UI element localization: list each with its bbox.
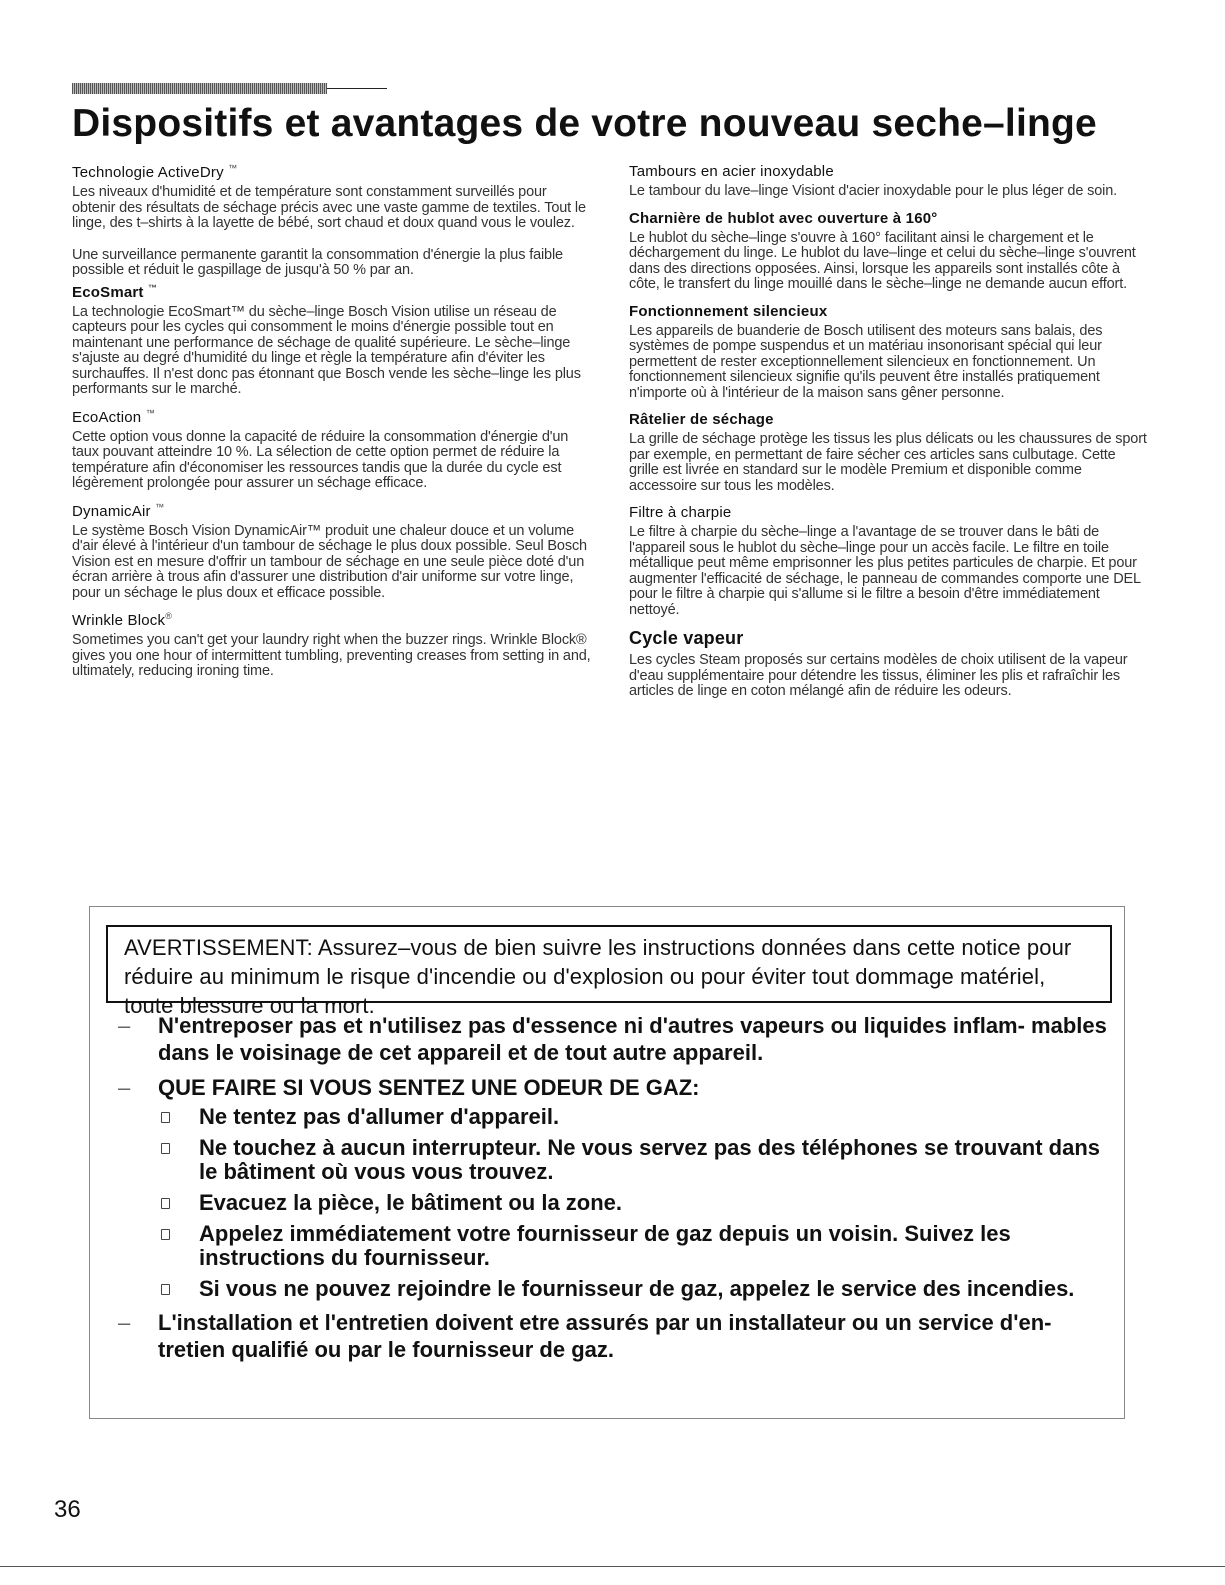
section-charniere xyxy=(629,210,1149,293)
section-text: Sometimes you can't get your laundry right when the buzzer rings. Wrinkle Block® gives you one hour of intermittent tumbling, preventing creases from setting in and, ultimately, reducing ironing time. xyxy=(72,632,591,679)
gas-steps-list xyxy=(158,1105,1108,1301)
section-heading: Râtelier de séchage xyxy=(629,411,774,428)
section-text: Le tambour du lave–linge Visiont d'acier inoxydable pour le plus léger de soin. xyxy=(629,183,1117,199)
page-title: Dispositifs et avantages de votre nouveau seche–linge xyxy=(72,102,1097,145)
section-text: La grille de séchage protège les tissus les plus délicats ou les chaussures de sport par exemple, en permettant de faire sécher ces articles sans culbutage. Cette grille est livrée en standard sur le modèle Premium et disponible comme accessoire sur tous les modèles. xyxy=(629,431,1147,494)
header-rule-line xyxy=(327,88,387,89)
section-heading: Tambours en acier inoxydable xyxy=(629,163,834,180)
section-text: Une surveillance permanente garantit la consommation d'énergie la plus faible possible et réduit le gaspillage de jusqu'à 50 % par an. xyxy=(72,246,563,278)
section-text: Le système Bosch Vision DynamicAir™ produit une chaleur douce et un volume d'air élevé à l'intérieur d'un tambour de séchage le plus doux possible. Seul Bosch Vision est en mesure d'offrir un tambour de séchage en une seule pièce doté d'un écran arrière à trous afin d'assurer une distribution d'air uniforme sur votre linge, pour un séchage le plus doux et efficace possible. xyxy=(72,522,587,601)
section-wrinkleblock xyxy=(72,611,592,680)
section-text: Les appareils de buanderie de Bosch utilisent des moteurs sans balais, des systèmes de pompe suspendus et un matériau insonorisant spécial qui leur permettent de rester exceptionnellement silencieux en fonctionnement. Un fonctionnement silencieux signifie qu'ils peuvent être installés pratiquement n'importe où à l'intérieur de la maison sans gêner personne. xyxy=(629,322,1103,401)
bottom-rule xyxy=(0,1566,1225,1567)
gas-step-item: Ne touchez à aucun interrupteur. Ne vous servez pas des téléphones se trouvant dans le bâtiment où vous vous trouvez. xyxy=(158,1136,1108,1184)
section-text: Le filtre à charpie du sèche–linge a l'avantage de se trouver dans le bâti de l'appareil sous le hublot du sèche–linge pour un accès facile. Le filtre en toile métallique peut même emprisonner les plus petites particules de charpie. Et pour augmenter l'efficacité de séchage, le panneau de commandes comporte une DEL pour le filtre à charpie qui s'allume si le filtre a besoin d'être immédiatement nettoyé. xyxy=(629,524,1141,618)
section-heading: Fonctionnement silencieux xyxy=(629,302,828,320)
section-heading: Cycle vapeur xyxy=(629,628,744,648)
section-heading: Charnière de hublot avec ouverture à 160° xyxy=(629,209,938,227)
section-tambours xyxy=(629,163,1149,200)
warning-text: AVERTISSEMENT: Assurez–vous de bien suivre les instructions données dans cette notice pour réduire au minimum le risque d'incendie ou d'explosion ou pour éviter tout dommage matériel, toute blessure ou la mort. xyxy=(124,935,1072,1018)
section-text: Le hublot du sèche–linge s'ouvre à 160° facilitant ainsi le chargement et le déchargement du linge. Le hublot du lave–linge et celui du sèche–linge s'ouvrent dans des directions opposées. Ainsi, lorsque les appareils sont installés côte à côte, le transfert du linge mouillé dans le sèche–linge ne demande aucun effort. xyxy=(629,229,1136,292)
warning-item xyxy=(118,1012,1108,1066)
warning-item xyxy=(118,1074,1108,1301)
header-rule-bar xyxy=(72,83,327,94)
page-number: 36 xyxy=(54,1496,81,1523)
warning-box xyxy=(106,925,1112,1018)
warning-list xyxy=(118,1012,1108,1371)
warning-item-text: N'entreposer pas et n'utilisez pas d'essence ni d'autres vapeurs ou liquides inflam- mables dans le voisinage de cet appareil et de tout autre appareil. xyxy=(158,1013,1107,1065)
section-dynamicair xyxy=(72,502,592,602)
left-column xyxy=(72,163,592,690)
section-text: La technologie EcoSmart™ du sèche–linge Bosch Vision utilise un réseau de capteurs pour les cycles qui consomment le moins d'énergie possible tout en maintenant une performance de séchage de qualité supérieure. Le sèche–linge s'ajuste au degré d'humidité du linge et règle la température afin d'éviter les surchauffes. Il n'est donc pas étonnant que Bosch vende les sèche–linge les plus performants sur le marché. xyxy=(72,303,581,397)
section-ecoaction xyxy=(72,408,592,492)
gas-step-item: Ne tentez pas d'allumer d'appareil. xyxy=(158,1105,1108,1129)
section-heading: Wrinkle Block® xyxy=(72,611,173,629)
gas-step-item: Evacuez la pièce, le bâtiment ou la zone. xyxy=(158,1191,1108,1215)
section-ratelier xyxy=(629,411,1149,494)
gas-step-item: Si vous ne pouvez rejoindre le fournisseur de gaz, appelez le service des incendies. xyxy=(158,1277,1108,1301)
section-text: Les niveaux d'humidité et de température sont constamment surveillés pour obtenir des résultats de séchage précis avec une vaste gamme de textiles. Tout le linge, des t–shirts à la layette de bébé, sort chaud et doux quand vous le voulez. xyxy=(72,184,586,231)
section-text: Les cycles Steam proposés sur certains modèles de choix utilisent de la vapeur d'eau supplémentaire pour détendre les tissus, éliminer les plis et rafraîchir les articles de linge en coton mélangé afin de réduire les odeurs. xyxy=(629,652,1128,699)
right-column xyxy=(629,163,1149,710)
section-heading: EcoSmart ™ xyxy=(72,282,158,301)
warning-item-text: L'installation et l'entretien doivent etre assurés par un installateur ou un service d'en- tretien qualifié ou par le fournisseur de gaz. xyxy=(158,1310,1052,1362)
section-silencieux xyxy=(629,303,1149,402)
section-filtre xyxy=(629,504,1149,618)
section-text: Cette option vous donne la capacité de réduire la consommation d'énergie d'un taux pouvant atteindre 10 %. La sélection de cette option permet de réduire la température afin d'économiser les ressources tandis que la durée du cycle est légèrement prolongée pour assurer un séchage efficace. xyxy=(72,428,569,491)
section-heading: Technologie ActiveDry ™ xyxy=(72,163,238,181)
section-heading: EcoAction ™ xyxy=(72,407,155,426)
section-cycle-vapeur xyxy=(629,628,1149,700)
gas-step-item: Appelez immédiatement votre fournisseur de gaz depuis un voisin. Suivez les instructions du fournisseur. xyxy=(158,1222,1108,1270)
section-activedry xyxy=(72,163,592,279)
section-heading: DynamicAir ™ xyxy=(72,501,165,520)
warning-item-text: QUE FAIRE SI VOUS SENTEZ UNE ODEUR DE GAZ: xyxy=(158,1075,700,1100)
warning-item xyxy=(118,1309,1108,1363)
section-ecosmart xyxy=(72,283,592,398)
section-heading: Filtre à charpie xyxy=(629,504,732,521)
